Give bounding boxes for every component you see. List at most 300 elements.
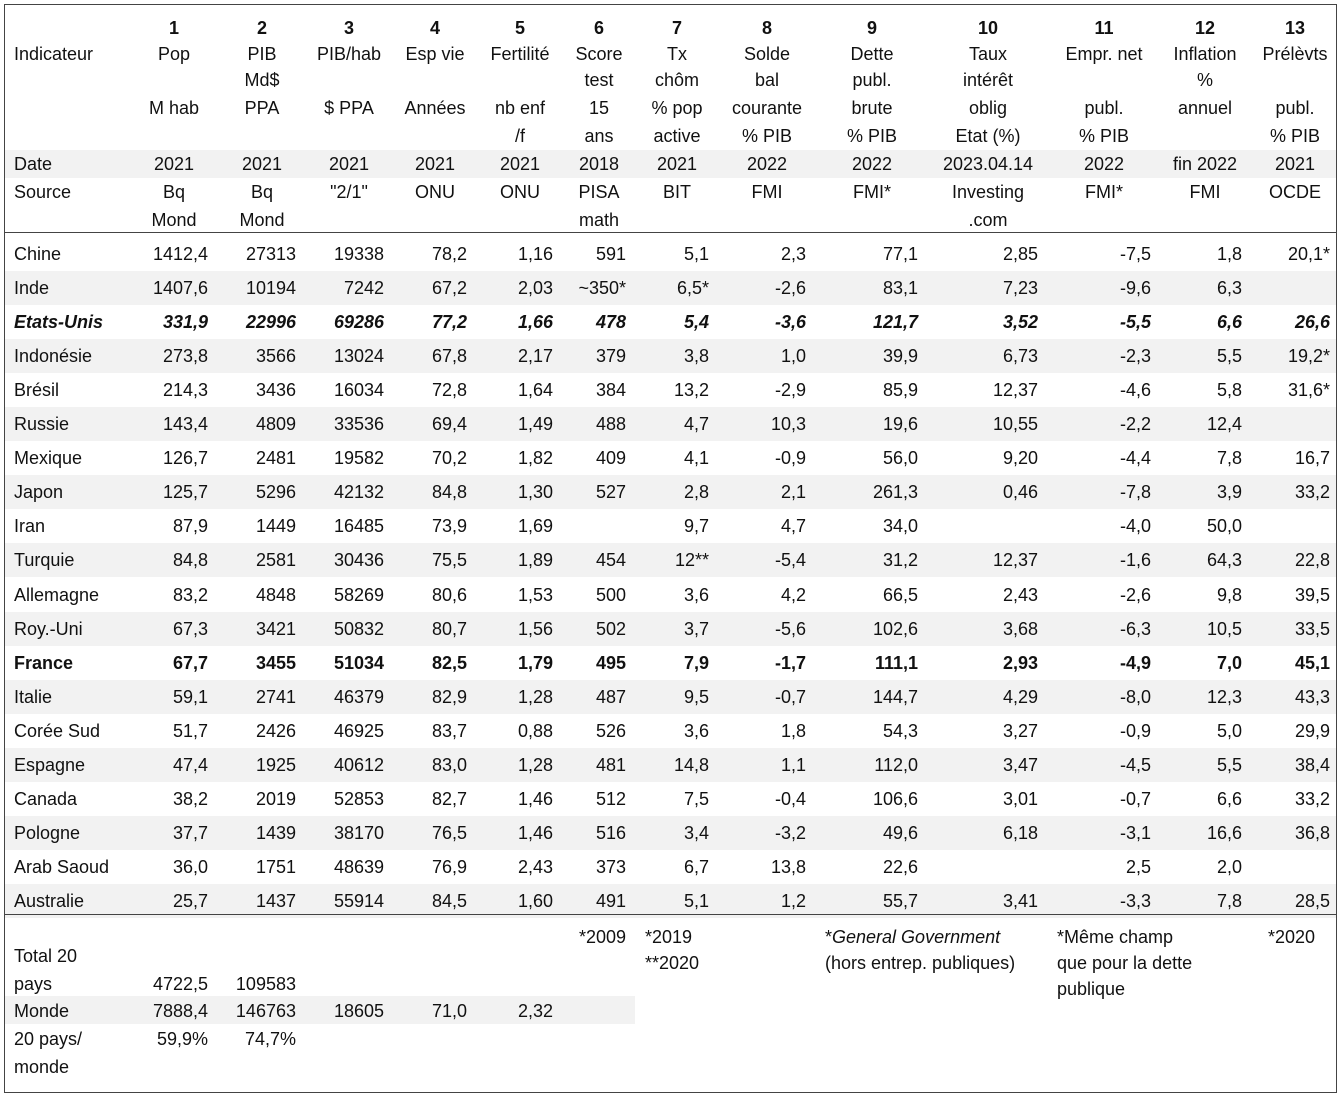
table-cell: 19,2* — [1287, 346, 1330, 367]
world-value: 7888,4 — [152, 1001, 208, 1021]
table-cell: 3,4 — [683, 822, 709, 843]
column-header-line: Prélèvts — [1262, 44, 1328, 64]
table-cell: 1412,4 — [152, 244, 208, 264]
header-divider — [4, 232, 1337, 233]
column-header-line: PIB — [247, 44, 277, 64]
table-cell: -7,8 — [1119, 482, 1151, 503]
column-header-line: active — [653, 126, 701, 146]
table-cell: 33536 — [333, 414, 384, 435]
column-header-line: % pop — [651, 98, 703, 118]
table-cell: 143,4 — [162, 414, 208, 435]
table-cell: 28,5 — [1294, 890, 1330, 911]
table-cell: 48639 — [333, 856, 384, 877]
world-value: 2,32 — [517, 1001, 553, 1021]
table-cell: 77,2 — [431, 312, 467, 333]
table-cell: 76,9 — [431, 856, 467, 877]
column-source: OCDE — [1268, 182, 1321, 202]
country-name: Espagne — [14, 754, 86, 775]
table-cell: 214,3 — [162, 380, 208, 401]
table-cell: -3,1 — [1119, 822, 1151, 843]
table-cell: 5,8 — [1216, 380, 1242, 401]
table-cell: 9,5 — [683, 686, 709, 707]
table-cell: 10194 — [245, 278, 296, 299]
table-cell: 14,8 — [673, 754, 709, 775]
table-cell: 512 — [595, 788, 626, 809]
table-cell: 16,7 — [1294, 448, 1330, 469]
table-cell: 516 — [595, 822, 626, 843]
table-cell: -5,5 — [1119, 312, 1151, 333]
world-value: 18605 — [333, 1001, 384, 1021]
table-cell: 72,8 — [431, 380, 467, 401]
table-cell: 34,0 — [882, 516, 918, 537]
table-cell: 10,5 — [1206, 618, 1242, 639]
table-cell: 2741 — [255, 686, 296, 707]
footnote-col11: *Même champ — [1057, 927, 1174, 947]
summary-divider — [4, 914, 1337, 915]
table-cell: 77,1 — [882, 244, 918, 264]
table-cell: -2,6 — [774, 278, 806, 299]
table-cell: 527 — [595, 482, 626, 503]
table-cell: 31,2 — [882, 550, 918, 571]
column-header-line: % PIB — [741, 126, 793, 146]
table-cell: 13024 — [333, 346, 384, 367]
table-cell: 1407,6 — [152, 278, 208, 299]
footnote-col9 — [825, 927, 1000, 947]
table-cell: 83,7 — [431, 720, 467, 741]
column-header-line: publ. — [852, 70, 892, 90]
table-cell: -1,6 — [1119, 550, 1151, 571]
table-cell: 5,1 — [683, 244, 709, 264]
footnote-col6: *2009 — [578, 927, 626, 947]
column-date: 2021 — [499, 154, 541, 174]
country-name: Corée Sud — [14, 720, 101, 741]
column-header-line: intérêt — [962, 70, 1014, 90]
table-cell: 481 — [595, 754, 626, 775]
column-date: 2021 — [328, 154, 370, 174]
footnote-col9-prefix: * — [825, 927, 833, 947]
table-cell: 3,52 — [1002, 312, 1038, 333]
table-cell: 36,0 — [172, 856, 208, 877]
column-source: .com — [968, 210, 1008, 230]
country-name: Italie — [14, 686, 53, 707]
table-cell: 67,2 — [431, 278, 467, 299]
table-cell: 54,3 — [882, 720, 918, 741]
column-header-line: Fertilité — [490, 44, 550, 64]
table-cell: 16034 — [333, 380, 384, 401]
column-header-line: nb enf — [494, 98, 546, 118]
column-header-line: /f — [514, 126, 525, 146]
column-number: 10 — [977, 18, 999, 38]
world-label: Monde — [14, 1001, 70, 1021]
table-cell: 31,6* — [1287, 380, 1330, 401]
table-cell: 12,4 — [1206, 414, 1242, 435]
table-cell: 49,6 — [882, 822, 918, 843]
table-cell: 64,3 — [1206, 550, 1242, 571]
column-header-line: Taux — [968, 44, 1008, 64]
table-cell: -0,7 — [774, 686, 806, 707]
table-cell: 2,3 — [780, 244, 806, 264]
table-cell: 58269 — [333, 584, 384, 605]
table-cell: 126,7 — [162, 448, 208, 469]
column-header-line: Solde — [743, 44, 791, 64]
column-source: Investing — [951, 182, 1025, 202]
table-cell: 1925 — [255, 754, 296, 775]
table-cell: 66,5 — [882, 584, 918, 605]
table-cell: 3,68 — [1002, 618, 1038, 639]
table-cell: -9,6 — [1119, 278, 1151, 299]
table-cell: -1,7 — [774, 652, 806, 673]
table-cell: 3,6 — [683, 720, 709, 741]
table-cell: 7,0 — [1216, 652, 1242, 673]
table-cell: 38170 — [333, 822, 384, 843]
table-cell: 3,27 — [1002, 720, 1038, 741]
table-cell: 1,89 — [517, 550, 553, 571]
column-header-line: Score — [575, 44, 623, 64]
ratio-value: 74,7% — [244, 1029, 296, 1049]
country-name: France — [14, 652, 74, 673]
table-cell: 38,4 — [1294, 754, 1330, 775]
table-cell: -7,5 — [1119, 244, 1151, 264]
country-name: Indonésie — [14, 346, 93, 367]
table-cell: 526 — [595, 720, 626, 741]
table-cell: 46379 — [333, 686, 384, 707]
column-source: BIT — [662, 182, 691, 202]
table-cell: 56,0 — [882, 448, 918, 469]
table-cell: 25,7 — [172, 890, 208, 911]
table-cell: 454 — [595, 550, 626, 571]
table-cell: 5,4 — [683, 312, 709, 333]
ratio-label: 20 pays/ — [14, 1029, 83, 1049]
table-cell: 112,0 — [874, 754, 918, 775]
table-cell: 55914 — [333, 890, 384, 911]
table-cell: -0,9 — [774, 448, 806, 469]
column-date: fin 2022 — [1172, 154, 1238, 174]
table-cell: 59,1 — [172, 686, 208, 707]
column-date: 2021 — [414, 154, 456, 174]
ratio-value: 59,9% — [156, 1029, 208, 1049]
table-cell: 36,8 — [1294, 822, 1330, 843]
column-number: 5 — [514, 18, 525, 38]
country-name: Chine — [14, 244, 62, 264]
column-header-line: oblig — [968, 98, 1008, 118]
table-cell: 500 — [595, 584, 626, 605]
column-number: 7 — [671, 18, 682, 38]
indicator-label: Indicateur — [14, 44, 94, 64]
column-date: 2022 — [851, 154, 893, 174]
table-cell: 50832 — [333, 618, 384, 639]
table-cell: 2,93 — [1002, 652, 1038, 673]
column-source: FMI — [751, 182, 783, 202]
column-source: math — [578, 210, 620, 230]
table-cell: -2,3 — [1119, 346, 1151, 367]
table-cell: 5,1 — [683, 890, 709, 911]
table-cell: 2426 — [255, 720, 296, 741]
column-number: 2 — [256, 18, 267, 38]
table-cell: 3,8 — [683, 346, 709, 367]
column-header-line: Inflation — [1173, 44, 1237, 64]
column-header-line: Esp vie — [405, 44, 465, 64]
table-cell: 1,46 — [517, 822, 553, 843]
table-cell: 488 — [595, 414, 626, 435]
column-source: Bq — [250, 182, 274, 202]
column-source: FMI* — [1085, 182, 1123, 202]
column-number: 6 — [593, 18, 604, 38]
table-cell: 1,56 — [517, 618, 553, 639]
table-cell: 3421 — [255, 618, 296, 639]
column-header-line: publ. — [1275, 98, 1315, 118]
table-cell: 7,8 — [1216, 890, 1242, 911]
table-cell: 3,6 — [683, 584, 709, 605]
column-header-line: ans — [584, 126, 614, 146]
table-cell: 5,5 — [1216, 754, 1242, 775]
table-cell: 1,0 — [780, 346, 806, 367]
table-cell: 7242 — [343, 278, 384, 299]
column-source: Bq — [162, 182, 186, 202]
column-header-line: Tx — [667, 44, 687, 64]
column-number: 9 — [866, 18, 877, 38]
table-cell: ~350* — [578, 278, 626, 299]
table-cell: 2,85 — [1002, 244, 1038, 264]
table-cell: -5,6 — [774, 618, 806, 639]
table-cell: 121,7 — [872, 312, 918, 333]
table-cell: 10,3 — [770, 414, 806, 435]
column-source: FMI — [1189, 182, 1221, 202]
table-cell: 384 — [595, 380, 626, 401]
footnote-col9-line2: (hors entrep. publiques) — [825, 953, 1016, 973]
table-cell: 1,46 — [517, 788, 553, 809]
table-cell: -8,0 — [1119, 686, 1151, 707]
table-cell: 52853 — [333, 788, 384, 809]
total-label: pays — [14, 974, 53, 994]
table-cell: 27313 — [245, 244, 296, 264]
footnote-col7: **2020 — [645, 953, 700, 973]
column-source: ONU — [500, 182, 540, 202]
table-cell: 1437 — [255, 890, 296, 911]
column-number: 8 — [761, 18, 772, 38]
table-cell: 4,7 — [683, 414, 709, 435]
column-date: 2022 — [746, 154, 788, 174]
table-cell: 19338 — [333, 244, 384, 264]
total-value: 109583 — [235, 974, 296, 994]
table-cell: 5,0 — [1216, 720, 1242, 741]
table-cell: 2481 — [255, 448, 296, 469]
table-cell: 4,2 — [780, 584, 806, 605]
table-cell: 6,6 — [1216, 788, 1242, 809]
table-cell: 76,5 — [431, 822, 467, 843]
table-cell: 7,8 — [1216, 448, 1242, 469]
table-cell: 39,5 — [1294, 584, 1330, 605]
table-cell: 19,6 — [882, 414, 918, 435]
column-header-line: Années — [404, 98, 466, 118]
footnote-col11: publique — [1057, 979, 1126, 999]
table-cell: 47,4 — [172, 754, 208, 775]
table-cell: 2,17 — [517, 346, 553, 367]
table-cell: 1,60 — [517, 890, 553, 911]
table-cell: 1,79 — [517, 652, 553, 673]
table-cell: 84,5 — [431, 890, 467, 911]
country-name: Brésil — [14, 380, 60, 401]
column-header-line: Md$ — [244, 70, 280, 90]
column-header-line: PPA — [244, 98, 280, 118]
column-header-line: chôm — [654, 70, 699, 90]
table-cell: 478 — [595, 312, 626, 333]
column-date: 2023.04.14 — [942, 154, 1034, 174]
table-cell: -2,6 — [1119, 584, 1151, 605]
table-cell: 7,5 — [683, 788, 709, 809]
country-name: Inde — [14, 278, 50, 299]
table-cell: 4,29 — [1002, 686, 1038, 707]
country-name: Allemagne — [14, 584, 100, 605]
column-number: 3 — [343, 18, 354, 38]
table-cell: -0,4 — [774, 788, 806, 809]
table-cell: 84,8 — [431, 482, 467, 503]
table-cell: 51034 — [333, 652, 384, 673]
column-source: "2/1" — [330, 182, 368, 202]
table-cell: 491 — [595, 890, 626, 911]
country-name: Iran — [14, 516, 46, 537]
column-header-line: test — [584, 70, 614, 90]
column-number: 12 — [1194, 18, 1216, 38]
table-cell: 6,6 — [1216, 312, 1242, 333]
table-cell: 67,7 — [172, 652, 208, 673]
table-cell: 33,5 — [1294, 618, 1330, 639]
table-cell: 83,1 — [882, 278, 918, 299]
column-header-line: % PIB — [1269, 126, 1321, 146]
table-cell: 1,66 — [517, 312, 553, 333]
column-date: 2022 — [1083, 154, 1125, 174]
table-cell: 12** — [674, 550, 709, 571]
table-cell: 144,7 — [872, 686, 918, 707]
table-cell: -4,6 — [1119, 380, 1151, 401]
table-cell: -3,6 — [774, 312, 806, 333]
column-date: 2018 — [578, 154, 620, 174]
table-cell: 5296 — [255, 482, 296, 503]
column-header-line: Pop — [157, 44, 191, 64]
table-cell: 38,2 — [172, 788, 208, 809]
column-number: 13 — [1284, 18, 1306, 38]
table-cell: 3,7 — [683, 618, 709, 639]
table-cell: 273,8 — [162, 346, 208, 367]
table-cell: 80,6 — [431, 584, 467, 605]
table-cell: 20,1* — [1287, 244, 1330, 264]
column-number: 11 — [1094, 18, 1114, 38]
footnote-col9-italic: General Government — [832, 927, 1001, 947]
ratio-label: monde — [14, 1057, 70, 1077]
table-cell: 3436 — [255, 380, 296, 401]
table-cell: -0,7 — [1119, 788, 1151, 809]
country-name: Australie — [14, 890, 85, 911]
column-header-line: Etat (%) — [955, 126, 1021, 146]
country-name: Pologne — [14, 822, 81, 843]
table-cell: -3,3 — [1119, 890, 1151, 911]
column-header-line: PIB/hab — [316, 44, 382, 64]
table-cell: 69,4 — [431, 414, 467, 435]
column-header-line: courante — [731, 98, 803, 118]
table-cell: 1439 — [255, 822, 296, 843]
table-cell: 373 — [595, 856, 626, 877]
table-cell: 2,03 — [517, 278, 553, 299]
table-cell: 16485 — [333, 516, 384, 537]
table-cell: 39,9 — [882, 346, 918, 367]
table-cell: 83,2 — [172, 584, 208, 605]
table-cell: 0,46 — [1002, 482, 1038, 503]
table-cell: 3,01 — [1002, 788, 1038, 809]
table-cell: 7,9 — [683, 652, 709, 673]
source-label: Source — [14, 182, 72, 202]
table-cell: 409 — [595, 448, 626, 469]
table-cell: 9,20 — [1002, 448, 1038, 469]
column-header-line: % PIB — [846, 126, 898, 146]
column-source: PISA — [578, 182, 620, 202]
column-number: 4 — [429, 18, 440, 38]
table-cell: 40612 — [333, 754, 384, 775]
table-cell: 379 — [595, 346, 626, 367]
table-cell: 19582 — [333, 448, 384, 469]
table-cell: 75,5 — [431, 550, 467, 571]
table-cell: 82,9 — [431, 686, 467, 707]
table-cell: 83,0 — [431, 754, 467, 775]
table-cell: 3,47 — [1002, 754, 1038, 775]
table-cell: 261,3 — [872, 482, 918, 503]
table-cell: -2,2 — [1119, 414, 1151, 435]
column-header-line: annuel — [1177, 98, 1233, 118]
column-source: ONU — [415, 182, 455, 202]
table-cell: 0,88 — [517, 720, 553, 741]
table-cell: 9,8 — [1216, 584, 1242, 605]
table-cell: 4,7 — [780, 516, 806, 537]
table-cell: 12,3 — [1206, 686, 1242, 707]
table-cell: 495 — [595, 652, 626, 673]
table-cell: 4809 — [255, 414, 296, 435]
table-cell: 70,2 — [431, 448, 467, 469]
table-cell: 2,43 — [517, 856, 553, 877]
table-cell: 22,8 — [1294, 550, 1330, 571]
table-cell: 1,1 — [780, 754, 806, 775]
table-cell: 1,64 — [517, 380, 553, 401]
table-cell: 85,9 — [882, 380, 918, 401]
table-cell: 29,9 — [1294, 720, 1330, 741]
country-name: Etats-Unis — [14, 312, 104, 333]
table-cell: 111,1 — [874, 652, 918, 673]
table-cell: 6,3 — [1216, 278, 1242, 299]
column-date: 2021 — [1274, 154, 1316, 174]
table-cell: 3455 — [255, 652, 296, 673]
column-date: 2021 — [241, 154, 283, 174]
table-cell: 6,5* — [676, 278, 709, 299]
table-cell: 2019 — [255, 788, 296, 809]
table-cell: 26,6 — [1294, 312, 1330, 333]
column-source: FMI* — [853, 182, 891, 202]
table-cell: 1,49 — [517, 414, 553, 435]
table-cell: 1,8 — [1216, 244, 1242, 264]
total-label: Total 20 — [14, 946, 78, 966]
table-cell: 5,5 — [1216, 346, 1242, 367]
table-cell: 67,8 — [431, 346, 467, 367]
table-cell: 1,28 — [517, 686, 553, 707]
total-value: 4722,5 — [152, 974, 208, 994]
column-date: 2021 — [656, 154, 698, 174]
table-cell: -3,2 — [774, 822, 806, 843]
table-cell: -5,4 — [774, 550, 806, 571]
column-header-line: M hab — [148, 98, 200, 118]
table-cell: 2,0 — [1216, 856, 1242, 877]
table-cell: -4,5 — [1119, 754, 1151, 775]
table-cell: 7,23 — [1002, 278, 1038, 299]
table-cell: 51,7 — [172, 720, 208, 741]
table-cell: 67,3 — [172, 618, 208, 639]
footnote-col13: *2020 — [1268, 927, 1316, 947]
table-cell: 1,53 — [517, 584, 553, 605]
